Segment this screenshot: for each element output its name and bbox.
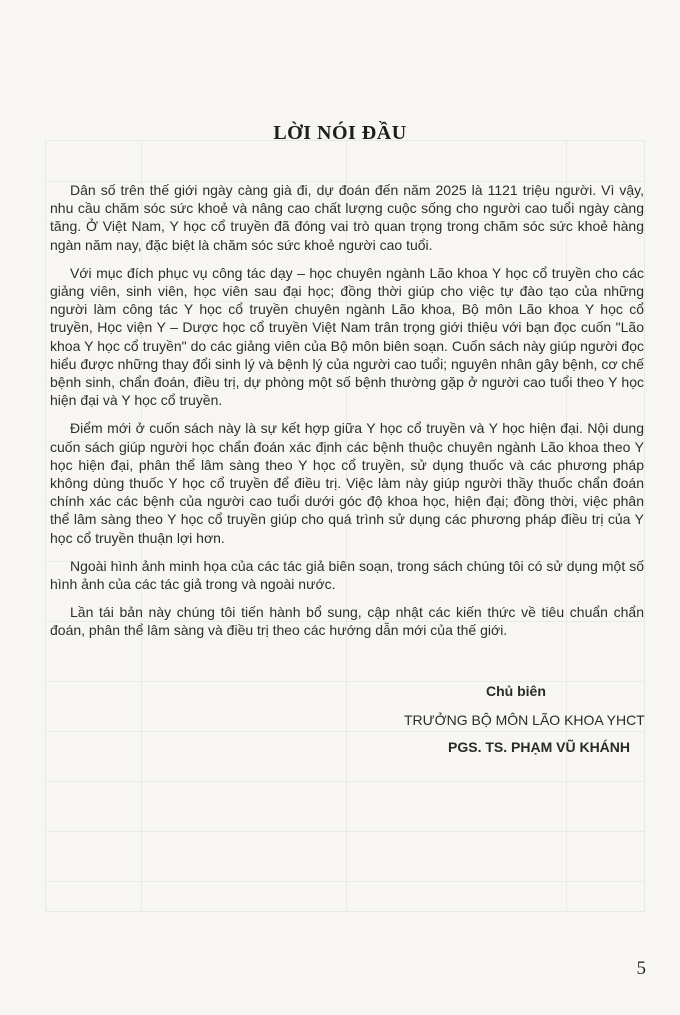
paragraph: Dân số trên thế giới ngày càng già đi, dự đoán đến năm 2025 là 1121 triệu người. Vì vậy, nhu cầu chăm sóc sức khoẻ và nâng cao chất lượng cuộc sống cho người cao tuổi ngày càng tăng. Ở Việt Nam, Y học cổ truyền đã đóng vai trò quan trọng trong chăm sóc sức khoẻ hàng ngàn năm nay, đặc biệt là chăm sóc sức khoẻ người cao tuổi. xyxy=(50,182,644,253)
paragraph: Điểm mới ở cuốn sách này là sự kết hợp giữa Y học cổ truyền và Y học hiện đại. Nội dung cuốn sách giúp người học chẩn đoán xác định các bệnh thuộc chuyên ngành Lão khoa theo Y học hiện đại, phân thể lâm sàng theo Y học cổ truyền, sử dụng thuốc và các phương pháp không dùng thuốc Y học cổ truyền để điều trị. Việc làm này giúp người thầy thuốc chẩn đoán chính xác các bệnh của người cao tuổi dưới góc độ khoa học, hiện đại; đồng thời, việc phân thể lâm sàng theo Y học cổ truyền giúp cho quá trình sử dụng các phương pháp điều trị của Y học cổ truyền thuận lợi hơn. xyxy=(50,420,644,546)
signature-department: TRƯỞNG BỘ MÔN LÃO KHOA YHCT xyxy=(404,712,645,728)
page-title: LỜI NÓI ĐẦU xyxy=(273,122,407,144)
paragraph: Với mục đích phục vụ công tác dạy – học chuyên ngành Lão khoa Y học cổ truyền cho các giảng viên, sinh viên, học viên sau đại học; đồng thời giúp cho việc tự đào tạo của những người làm công tác Y học cổ truyền chuyên ngành Lão khoa, Bộ môn Lão khoa Y học cổ truyền, Học viện Y – Dược học cổ truyền Việt Nam trân trọng giới thiệu với bạn đọc cuốn "Lão khoa Y học cổ truyền" do các giảng viên của Bộ môn biên soạn. Cuốn sách này giúp người đọc hiểu được những thay đổi sinh lý và bệnh lý của người cao tuổi; nguyên nhân gây bệnh, cơ chế bệnh sinh, chẩn đoán, điều trị, dự phòng một số bệnh thường gặp ở người cao tuổi theo Y học hiện đại và Y học cổ truyền. xyxy=(50,264,644,409)
paragraph: Lần tái bản này chúng tôi tiến hành bổ sung, cập nhật các kiến thức về tiêu chuẩn chẩn đoán, phân thể lâm sàng và điều trị theo các hướng dẫn mới của thế giới. xyxy=(50,604,644,639)
page-number: 5 xyxy=(636,958,646,979)
paragraph: Ngoài hình ảnh minh họa của các tác giả biên soạn, trong sách chúng tôi có sử dụng một số hình ảnh của các tác giả trong và ngoài nước. xyxy=(50,557,644,593)
preface-body xyxy=(50,181,644,650)
signature-role: Chủ biên xyxy=(486,683,546,699)
signature-name: PGS. TS. PHẠM VŨ KHÁNH xyxy=(448,739,631,755)
